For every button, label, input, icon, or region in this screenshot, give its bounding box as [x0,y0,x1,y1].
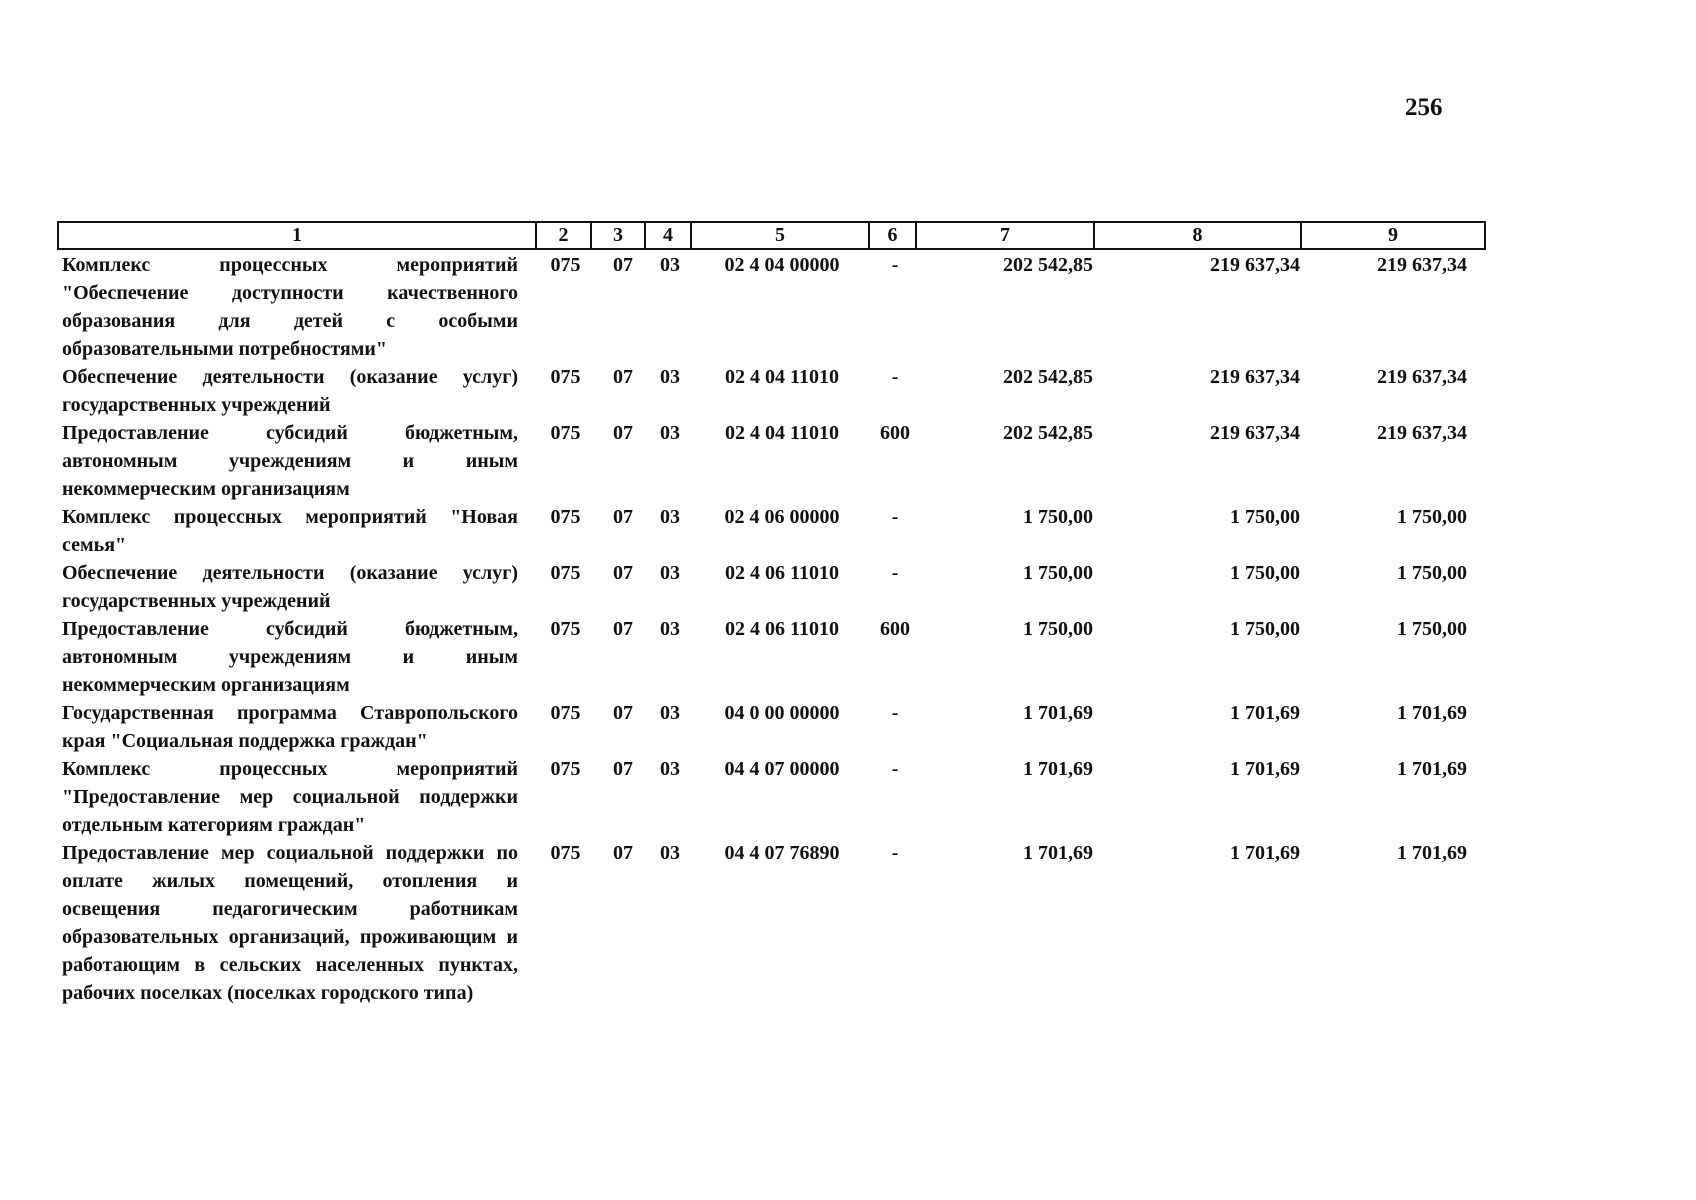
header-col-5: 5 [691,222,869,249]
cell-col-3: 07 [613,422,633,444]
table-row [57,839,1484,1007]
table-row [57,699,1484,755]
row-description: Обеспечение деятельности (оказание услуг) государственных учреждений [62,562,518,612]
cell-col-7: 202 542,85 [1003,422,1093,444]
cell-col-7: 1 750,00 [1023,618,1093,640]
cell-col-9: 1 701,69 [1397,702,1467,724]
cell-col-5: 02 4 04 00000 [724,254,840,276]
cell-col-9: 219 637,34 [1377,254,1467,276]
cell-col-5: 04 4 07 76890 [724,842,840,864]
cell-col-7: 1 750,00 [1023,562,1093,584]
cell-col-9: 1 750,00 [1397,506,1467,528]
cell-col-8: 219 637,34 [1210,366,1300,388]
row-description: Обеспечение деятельности (оказание услуг) государственных учреждений [62,366,518,416]
header-col-2: 2 [536,222,591,249]
table-row [57,419,1484,503]
cell-col-4: 03 [660,254,680,276]
cell-col-3: 07 [613,702,633,724]
cell-col-3: 07 [613,562,633,584]
cell-col-2: 075 [550,758,581,780]
cell-col-4: 03 [660,618,680,640]
cell-col-4: 03 [660,562,680,584]
row-description: Государственная программа Ставропольского края "Социальная поддержка граждан" [62,702,518,752]
table-body [57,251,1484,1007]
cell-col-4: 03 [660,366,680,388]
table-row [57,363,1484,419]
cell-col-7: 202 542,85 [1003,366,1093,388]
cell-col-5: 02 4 06 00000 [724,506,840,528]
cell-col-2: 075 [550,506,581,528]
cell-col-7: 1 701,69 [1023,702,1093,724]
cell-col-9: 1 701,69 [1397,842,1467,864]
header-col-8: 8 [1094,222,1301,249]
cell-col-5: 02 4 06 11010 [725,562,839,584]
cell-col-5: 04 0 00 00000 [724,702,840,724]
header-col-3: 3 [591,222,645,249]
cell-col-8: 1 701,69 [1230,842,1300,864]
cell-col-2: 075 [550,366,581,388]
cell-col-2: 075 [550,618,581,640]
table-row [57,503,1484,559]
cell-col-9: 219 637,34 [1377,422,1467,444]
header-col-1: 1 [58,222,536,249]
cell-col-8: 1 750,00 [1230,618,1300,640]
cell-col-8: 1 701,69 [1230,758,1300,780]
cell-col-7: 1 701,69 [1023,842,1093,864]
table-header [57,221,1486,250]
row-description: Комплекс процессных мероприятий "Новая семья" [62,506,518,556]
cell-col-6: - [891,366,899,388]
cell-col-5: 02 4 06 11010 [725,618,839,640]
row-description: Предоставление мер социальной поддержки по оплате жилых помещений, отопления и освещения педагогическим работникам образовательных организаций, проживающим и работающим в сельских населенных пунктах, рабочих поселках (поселках городского типа) [62,842,518,1004]
page-number: 256 [1405,94,1443,121]
header-col-6: 6 [869,222,916,249]
cell-col-6: - [891,506,899,528]
row-description: Комплекс процессных мероприятий "Обеспечение доступности качественного образования для детей с особыми образовательными потребностями" [62,254,518,360]
cell-col-4: 03 [660,702,680,724]
row-description: Предоставление субсидий бюджетным, автономным учреждениям и иным некоммерческим организациям [62,618,518,696]
cell-col-8: 219 637,34 [1210,422,1300,444]
cell-col-8: 1 701,69 [1230,702,1300,724]
cell-col-7: 202 542,85 [1003,254,1093,276]
cell-col-3: 07 [613,618,633,640]
cell-col-4: 03 [660,758,680,780]
cell-col-3: 07 [613,366,633,388]
cell-col-5: 02 4 04 11010 [725,366,839,388]
cell-col-4: 03 [660,422,680,444]
cell-col-9: 219 637,34 [1377,366,1467,388]
table-row [57,559,1484,615]
header-col-7: 7 [916,222,1094,249]
cell-col-4: 03 [660,842,680,864]
cell-col-3: 07 [613,758,633,780]
cell-col-5: 04 4 07 00000 [724,758,840,780]
cell-col-6: 600 [880,618,910,640]
cell-col-3: 07 [613,842,633,864]
cell-col-6: - [891,842,899,864]
table-row [57,755,1484,839]
cell-col-3: 07 [613,506,633,528]
cell-col-5: 02 4 04 11010 [725,422,839,444]
cell-col-8: 1 750,00 [1230,562,1300,584]
row-description: Комплекс процессных мероприятий "Предоставление мер социальной поддержки отдельным категориям граждан" [62,758,518,836]
cell-col-7: 1 701,69 [1023,758,1093,780]
header-col-9: 9 [1301,222,1485,249]
cell-col-6: - [891,758,899,780]
cell-col-7: 1 750,00 [1023,506,1093,528]
cell-col-3: 07 [613,254,633,276]
row-description: Предоставление субсидий бюджетным, автономным учреждениям и иным некоммерческим организациям [62,422,518,500]
cell-col-8: 1 750,00 [1230,506,1300,528]
cell-col-9: 1 701,69 [1397,758,1467,780]
cell-col-6: - [891,562,899,584]
cell-col-9: 1 750,00 [1397,618,1467,640]
cell-col-2: 075 [550,254,581,276]
cell-col-8: 219 637,34 [1210,254,1300,276]
cell-col-6: 600 [880,422,910,444]
header-col-4: 4 [645,222,691,249]
cell-col-2: 075 [550,842,581,864]
cell-col-2: 075 [550,702,581,724]
table-row [57,251,1484,363]
cell-col-4: 03 [660,506,680,528]
table-row [57,615,1484,699]
cell-col-6: - [891,702,899,724]
cell-col-2: 075 [550,562,581,584]
cell-col-2: 075 [550,422,581,444]
cell-col-9: 1 750,00 [1397,562,1467,584]
cell-col-6: - [891,254,899,276]
